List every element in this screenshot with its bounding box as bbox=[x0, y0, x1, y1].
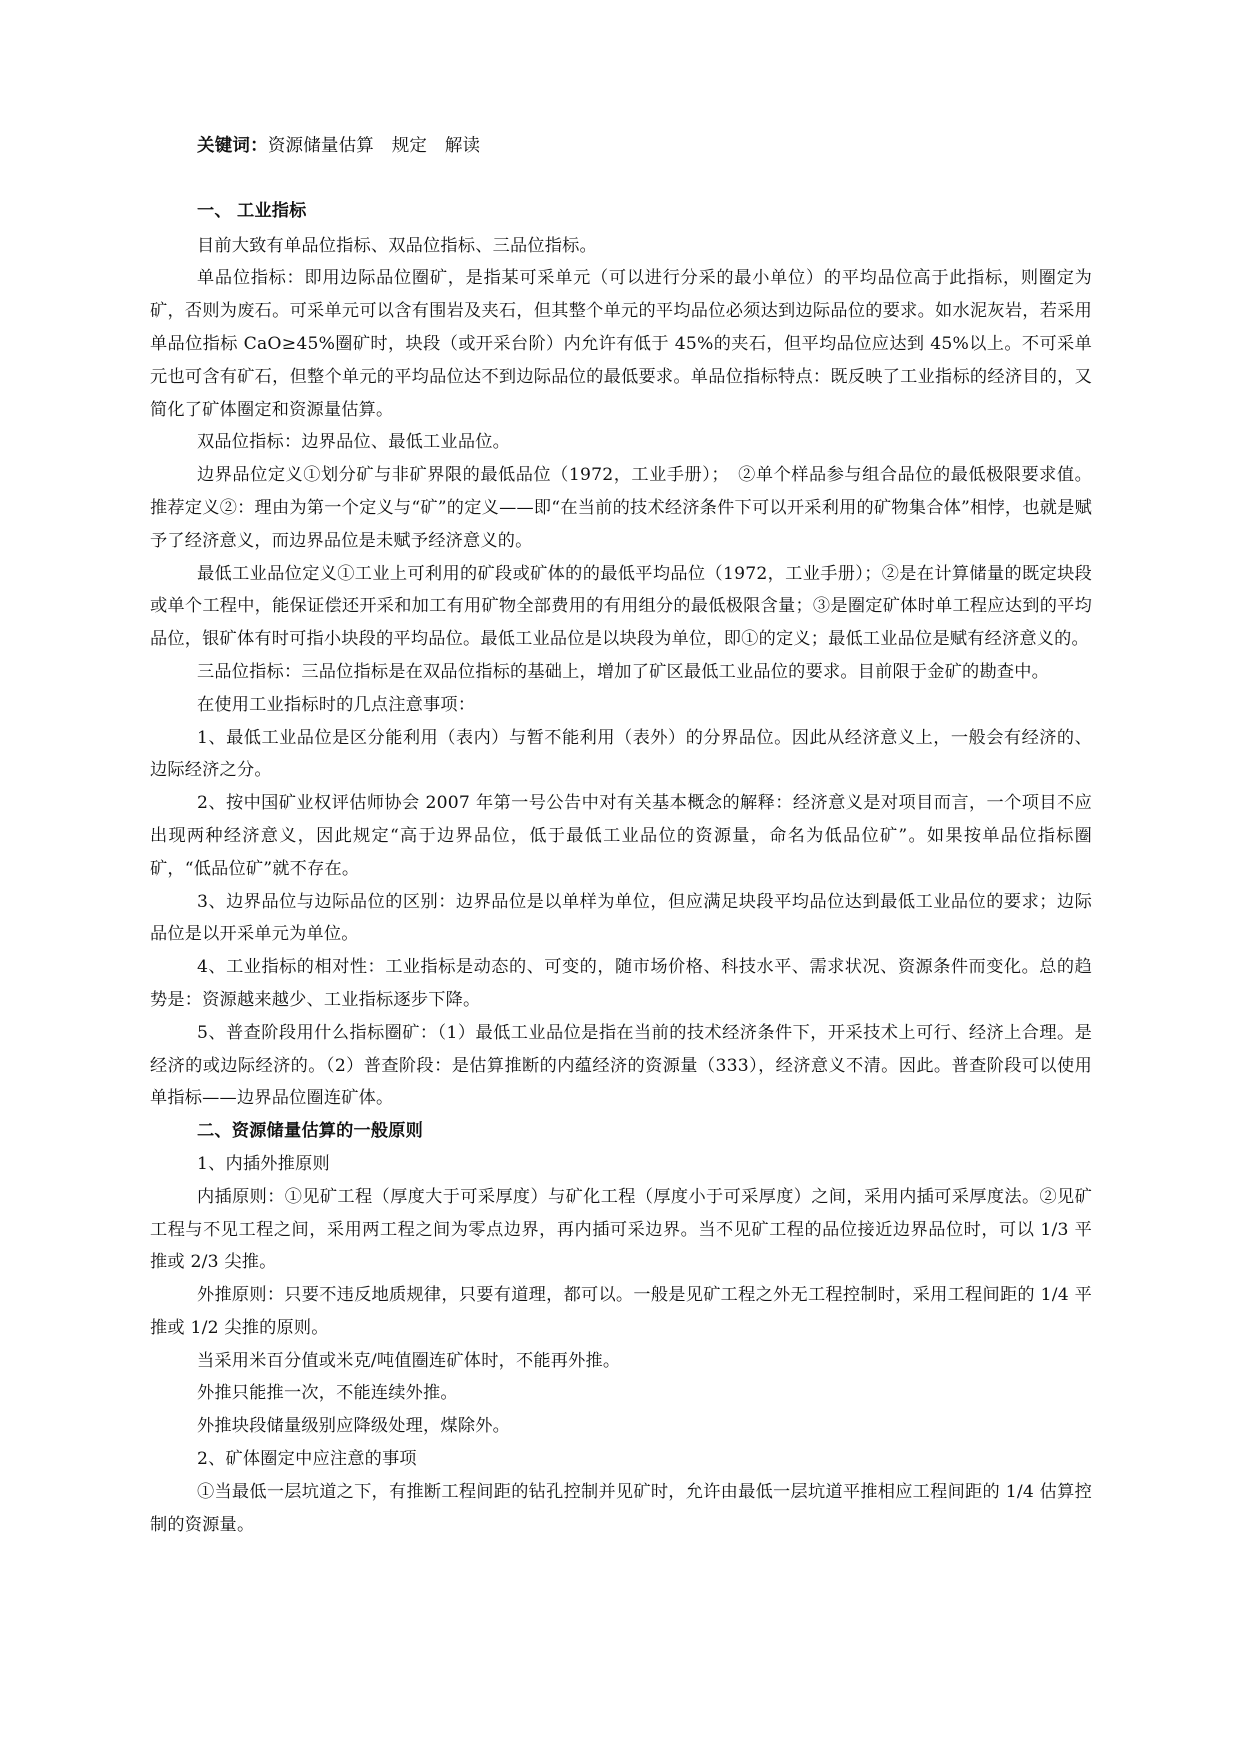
paragraph: 双品位指标：边界品位、最低工业品位。 bbox=[197, 432, 510, 453]
keyword-term: 规定 bbox=[391, 136, 428, 156]
paragraph: 目前大致有单品位指标、双品位指标、三品位指标。 bbox=[197, 235, 597, 256]
paragraph: 边界品位定义①划分矿与非矿界限的最低品位（1972，工业手册）； ②单个样品参与组合品位的最低极限要求值。推荐定义②：理由为第一个定义与“矿”的定义——即“在当前的技术经济条件下可以开采利用的矿物集合体”相悖，也就是赋予了经济意义，而边界品位是未赋予经济意义的。 bbox=[150, 465, 1092, 551]
paragraph: 3、边界品位与边际品位的区别：边界品位是以单样为单位，但应满足块段平均品位达到最低工业品位的要求；边际品位是以开采单元为单位。 bbox=[150, 891, 1092, 945]
paragraph: 在使用工业指标时的几点注意事项： bbox=[197, 694, 476, 715]
paragraph: 外推原则：只要不违反地质规律，只要有道理，都可以。一般是见矿工程之外无工程控制时，采用工程间距的 1/4 平推或 1/2 尖推的原则。 bbox=[150, 1285, 1092, 1338]
paragraph: 当采用米百分值或米克/吨值圈连矿体时，不能再外推。 bbox=[197, 1350, 621, 1371]
paragraph: 2、按中国矿业权评估师协会 2007 年第一号公告中对有关基本概念的解释：经济意义是对项目而言，一个项目不应出现两种经济意义，因此规定“高于边界品位，低于最低工业品位的资源量，命名为低品位矿”。如果按单品位指标圈矿，“低品位矿”就不存在。 bbox=[150, 793, 1092, 879]
section-number: 一、 bbox=[197, 200, 232, 221]
section-heading bbox=[197, 195, 1092, 228]
keyword-term: 解读 bbox=[444, 136, 481, 156]
paragraph: 5、普查阶段用什么指标圈矿：（1）最低工业品位是指在当前的技术经济条件下，开采技术上可行、经济上合理。是经济的或边际经济的。（2）普查阶段：是估算推断的内蕴经济的资源量（333），经济意义不清。因此。普查阶段可以使用单指标——边界品位圈连矿体。 bbox=[150, 1022, 1092, 1109]
paragraph: 单品位指标：即用边际品位圈矿，是指某可采单元（可以进行分采的最小单位）的平均品位高于此指标，则圈定为矿，否则为废石。可采单元可以含有围岩及夹石，但其整个单元的平均品位必须达到边际品位的要求。如水泥灰岩，若采用单品位指标 CaO≥45%圈矿时，块段（或开采台阶）内允许有低于 45%的夹石，但平均品位应达到 45%以上。不可采单元也可含有矿石，但整个单元的平均品位达不到边际品位的最低要求。单品位指标特点：既反映了工业指标的经济目的，又简化了矿体圈定和资源量估算。 bbox=[150, 268, 1092, 420]
paragraph: 内插原则：①见矿工程（厚度大于可采厚度）与矿化工程（厚度小于可采厚度）之间，采用内插可采厚度法。②见矿工程与不见工程之间，采用两工程之间为零点边界，再内插可采边界。当不见矿工程的品位接近边界品位时，可以 1/3 平推或 2/3 尖推。 bbox=[150, 1186, 1092, 1273]
paragraph: 外推只能推一次，不能连续外推。 bbox=[197, 1383, 458, 1404]
subheading: 1、内插外推原则 bbox=[197, 1153, 330, 1174]
keywords-line bbox=[197, 130, 1092, 163]
paragraph: 1、最低工业品位是区分能利用（表内）与暂不能利用（表外）的分界品位。因此从经济意义上，一般会有经济的、边际经济之分。 bbox=[150, 727, 1092, 781]
paragraph: 外推块段储量级别应降级处理，煤除外。 bbox=[197, 1416, 510, 1437]
section-title: 工业指标 bbox=[237, 200, 307, 221]
paragraph: 三品位指标：三品位指标是在双品位指标的基础上，增加了矿区最低工业品位的要求。目前限于金矿的勘查中。 bbox=[197, 661, 1049, 682]
paragraph: 最低工业品位定义①工业上可利用的矿段或矿体的的最低平均品位（1972，工业手册）；②是在计算储量的既定块段或单个工程中，能保证偿还开采和加工有用矿物全部费用的有用组分的最低极限含量；③是圈定矿体时单工程应达到的平均品位，银矿体有时可指小块段的平均品位。最低工业品位是以块段为单位，即①的定义；最低工业品位是赋有经济意义的。 bbox=[150, 563, 1092, 650]
keyword-term: 资源储量估算 bbox=[267, 136, 375, 156]
section-heading: 二、资源储量估算的一般原则 bbox=[197, 1121, 424, 1142]
keywords-label: 关键词： bbox=[197, 136, 268, 156]
paragraph: ①当最低一层坑道之下，有推断工程间距的钻孔控制并见矿时，允许由最低一层坑道平推相应工程间距的 1/4 估算控制的资源量。 bbox=[150, 1481, 1092, 1535]
subheading: 2、矿体圈定中应注意的事项 bbox=[197, 1449, 417, 1470]
document-page bbox=[150, 130, 1092, 1541]
paragraph: 4、工业指标的相对性：工业指标是动态的、可变的，随市场价格、科技水平、需求状况、资源条件而变化。总的趋势是：资源越来越少、工业指标逐步下降。 bbox=[150, 957, 1092, 1010]
